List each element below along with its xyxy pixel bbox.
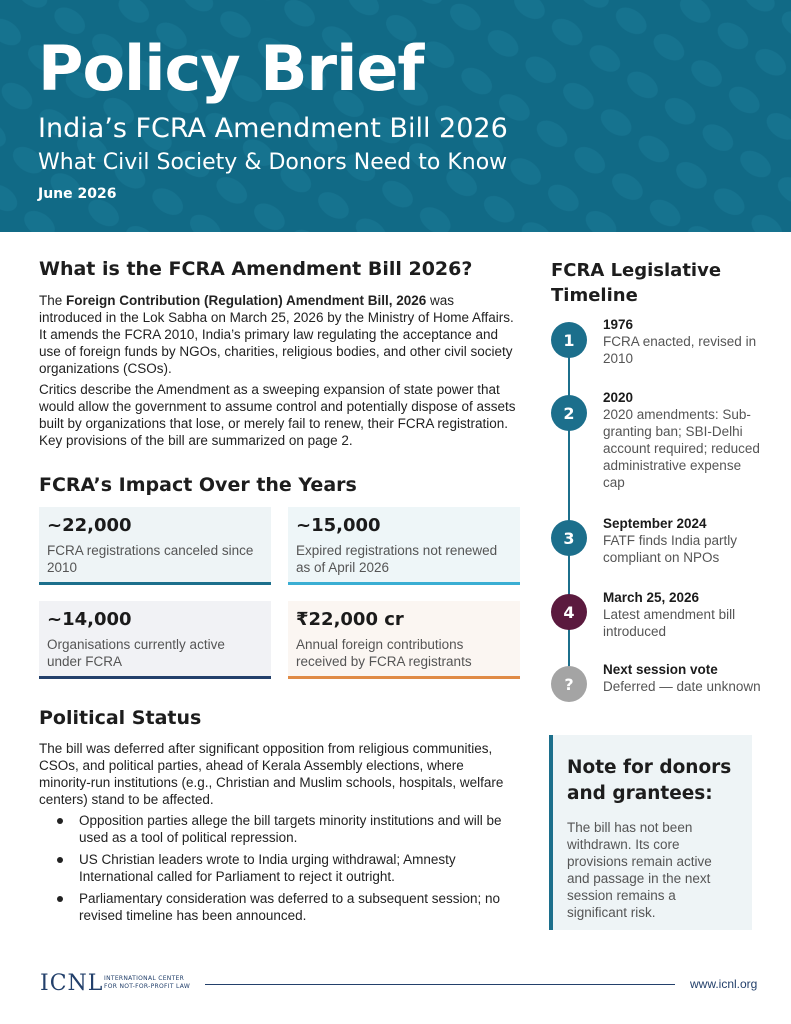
timeline-item-next-vote	[603, 661, 763, 695]
stat-card-canceled	[39, 507, 271, 585]
intro-text-rest: was introduced in the Lok Sabha on March 25, 2026 by the Ministry of Home Affairs. It amends the FCRA 2010, India’s primary law regulating the acceptance and use of foreign funds by NGOs, charities, religious bodies, and other civil society organizations (CSOs).	[39, 293, 514, 376]
donor-note-callout	[549, 735, 752, 930]
page-subtitle-secondary: What Civil Society & Donors Need to Know	[38, 150, 508, 175]
footer-divider	[205, 984, 675, 985]
list-item	[39, 812, 519, 846]
timeline-connector-line	[568, 340, 570, 685]
org-name	[104, 975, 199, 991]
timeline-marker-2: 2	[551, 395, 587, 431]
timeline-marker-3: 3	[551, 520, 587, 556]
intro-paragraph	[39, 292, 519, 377]
timeline-item-2020	[603, 389, 763, 491]
political-intro: The bill was deferred after significant opposition from religious communities, CSOs, and political parties, ahead of Kerala Assembly elections, where minority-run institutions (e.g., Christian and Muslim schools, hospitals, welfare centers) stand to be affected.	[39, 741, 504, 807]
stat-description: Organisations currently active under FCRA	[47, 637, 225, 669]
critics-paragraph: Critics describe the Amendment as a sweeping expansion of state power that would allow the government to assume control and potentially dispose of assets built by organizations that lose, or merely fail to renew, their FCRA registration. Key provisions of the bill are summarized on page 2.	[39, 382, 516, 448]
org-name-line1: INTERNATIONAL CENTER	[104, 975, 185, 982]
bullet-icon	[57, 818, 63, 824]
stat-value: ~14,000	[47, 609, 132, 630]
timeline-heading: FCRA Legislative Timeline	[551, 260, 722, 306]
section-heading-political: Political Status	[39, 707, 202, 729]
timeline-text: Latest amendment bill introduced	[603, 607, 736, 639]
note-heading: Note for donors and grantees:	[567, 757, 732, 804]
page-title: Policy Brief	[38, 32, 424, 105]
timeline-marker-4: 4	[551, 594, 587, 630]
bill-name: Foreign Contribution (Regulation) Amendment Bill, 2026	[66, 293, 427, 308]
timeline-text: 2020 amendments: Sub-granting ban; SBI-Delhi account required; reduced administrative expense cap	[603, 407, 760, 490]
stat-card-contributions	[288, 601, 520, 679]
list-item	[39, 890, 519, 924]
bullet-icon	[57, 857, 63, 863]
timeline-year: September 2024	[603, 516, 707, 531]
publication-date: June 2026	[38, 186, 117, 202]
intro-text-start: The	[39, 293, 67, 308]
stat-description: Expired registrations not renewed as of April 2026	[296, 543, 498, 575]
stat-value: ~15,000	[296, 515, 381, 536]
stat-card-expired	[288, 507, 520, 585]
bullet-icon	[57, 896, 63, 902]
bullet-text: Parliamentary consideration was deferred to a subsequent session; no revised timeline has been announced.	[79, 891, 500, 923]
org-name-line2: FOR NOT-FOR-PROFIT LAW	[104, 983, 191, 990]
timeline-marker-pending: ?	[551, 666, 587, 702]
icnl-logo: ICNL	[40, 971, 104, 996]
stat-description: FCRA registrations canceled since 2010	[47, 543, 254, 575]
website-link[interactable]: www.icnl.org	[690, 977, 758, 991]
header-banner	[0, 0, 791, 232]
timeline-text: Deferred — date unknown	[603, 679, 761, 694]
list-item	[39, 851, 519, 885]
timeline-item-mar-2026	[603, 589, 763, 640]
timeline-text: FATF finds India partly compliant on NPOs	[603, 533, 738, 565]
bullet-text: US Christian leaders wrote to India urging withdrawal; Amnesty International called for Parliament to reject it outright.	[79, 852, 456, 884]
section-heading-impact: FCRA’s Impact Over the Years	[39, 474, 357, 496]
stat-description: Annual foreign contributions received by FCRA registrants	[296, 637, 472, 669]
stat-card-active	[39, 601, 271, 679]
timeline-year: 2020	[603, 390, 634, 405]
timeline-item-sep-2024	[603, 515, 763, 566]
stat-value: ₹22,000 cr	[296, 609, 404, 630]
timeline-year: 1976	[603, 317, 634, 332]
note-text: The bill has not been withdrawn. Its core provisions remain active and passage in the next session remains a significant risk.	[567, 820, 712, 920]
stat-value: ~22,000	[47, 515, 132, 536]
political-bullet-list	[39, 812, 519, 929]
timeline-year: March 25, 2026	[603, 590, 700, 605]
timeline-item-1976	[603, 316, 763, 367]
section-heading-what-is: What is the FCRA Amendment Bill 2026?	[39, 258, 473, 280]
bullet-text: Opposition parties allege the bill targets minority institutions and will be used as a tool of political repression.	[79, 813, 502, 845]
timeline-marker-1: 1	[551, 322, 587, 358]
page-subtitle: India’s FCRA Amendment Bill 2026	[38, 113, 508, 144]
timeline-year: Next session vote	[603, 662, 718, 677]
timeline-text: FCRA enacted, revised in 2010	[603, 334, 757, 366]
